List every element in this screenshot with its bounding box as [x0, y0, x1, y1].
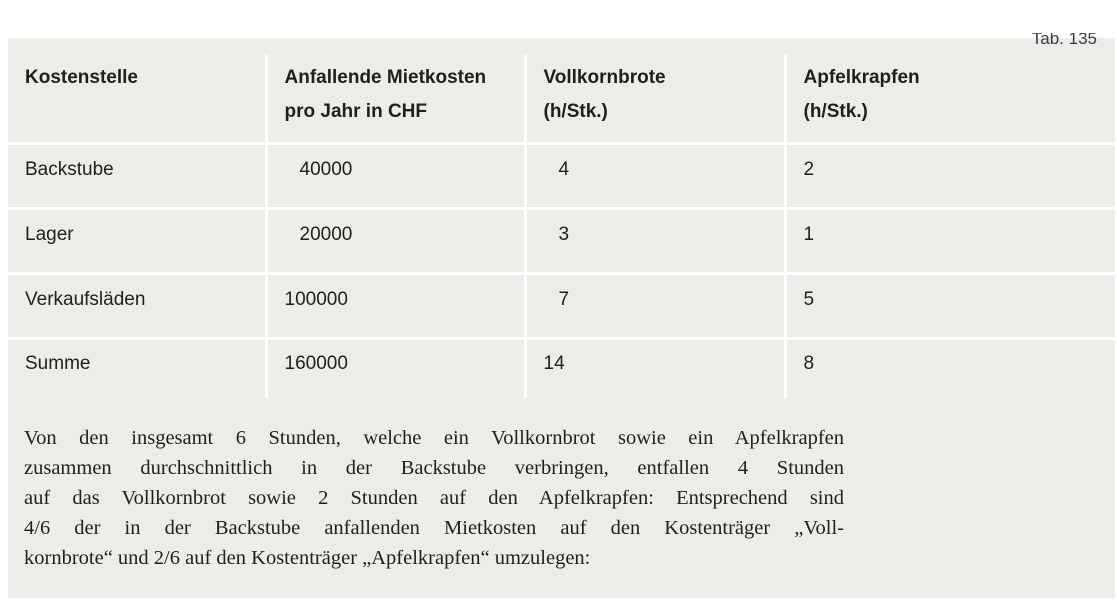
cell-kostenstelle: Backstube	[8, 143, 266, 208]
cell-miete: 100000	[266, 273, 525, 338]
cell-kostenstelle: Verkaufsläden	[8, 273, 266, 338]
cell-apfel: 8	[785, 338, 1115, 398]
table-row-summe	[8, 338, 1115, 398]
paragraph-line: kornbrote“ und 2/6 auf den Kostenträger „Apfelkrapfen“ umzulegen:	[24, 547, 591, 569]
table-number-label: Tab. 135	[1031, 33, 1097, 47]
table-row-verkaufslaeden	[8, 273, 1115, 338]
cell-miete: 40000	[266, 143, 525, 208]
cell-kostenstelle: Lager	[8, 208, 266, 273]
table-row-lager	[8, 208, 1115, 273]
header-mietkosten: Anfallende Mietkosten pro Jahr in CHF	[266, 55, 525, 143]
cell-vollkorn: 14	[525, 338, 785, 398]
cell-vollkorn: 7	[525, 273, 785, 338]
table-header-row	[8, 55, 1115, 143]
cell-vollkorn: 4	[525, 143, 785, 208]
cell-miete: 20000	[266, 208, 525, 273]
explanation-paragraph	[24, 423, 844, 573]
paragraph-line: 4/6 der in der Backstube anfallenden Mietkosten auf den Kostenträger „Voll-	[24, 517, 844, 539]
paragraph-line: zusammen durchschnittlich in der Backstube verbringen, entfallen 4 Stunden	[24, 457, 844, 479]
header-vollkornbrote: Vollkornbrote (h/Stk.)	[525, 55, 785, 143]
table-row-backstube	[8, 143, 1115, 208]
cell-kostenstelle: Summe	[8, 338, 266, 398]
header-apfelkrapfen: Apfelkrapfen (h/Stk.)	[785, 55, 1115, 143]
header-kostenstelle: Kostenstelle	[8, 55, 266, 143]
cell-miete: 160000	[266, 338, 525, 398]
paragraph-line: auf das Vollkornbrot sowie 2 Stunden auf den Apfelkrapfen: Entsprechend sind	[24, 487, 844, 509]
cell-apfel: 5	[785, 273, 1115, 338]
paragraph-line: Von den insgesamt 6 Stunden, welche ein Vollkornbrot sowie ein Apfelkrapfen	[24, 427, 844, 449]
cell-apfel: 2	[785, 143, 1115, 208]
cell-vollkorn: 3	[525, 208, 785, 273]
cost-table	[8, 55, 1115, 398]
cell-apfel: 1	[785, 208, 1115, 273]
